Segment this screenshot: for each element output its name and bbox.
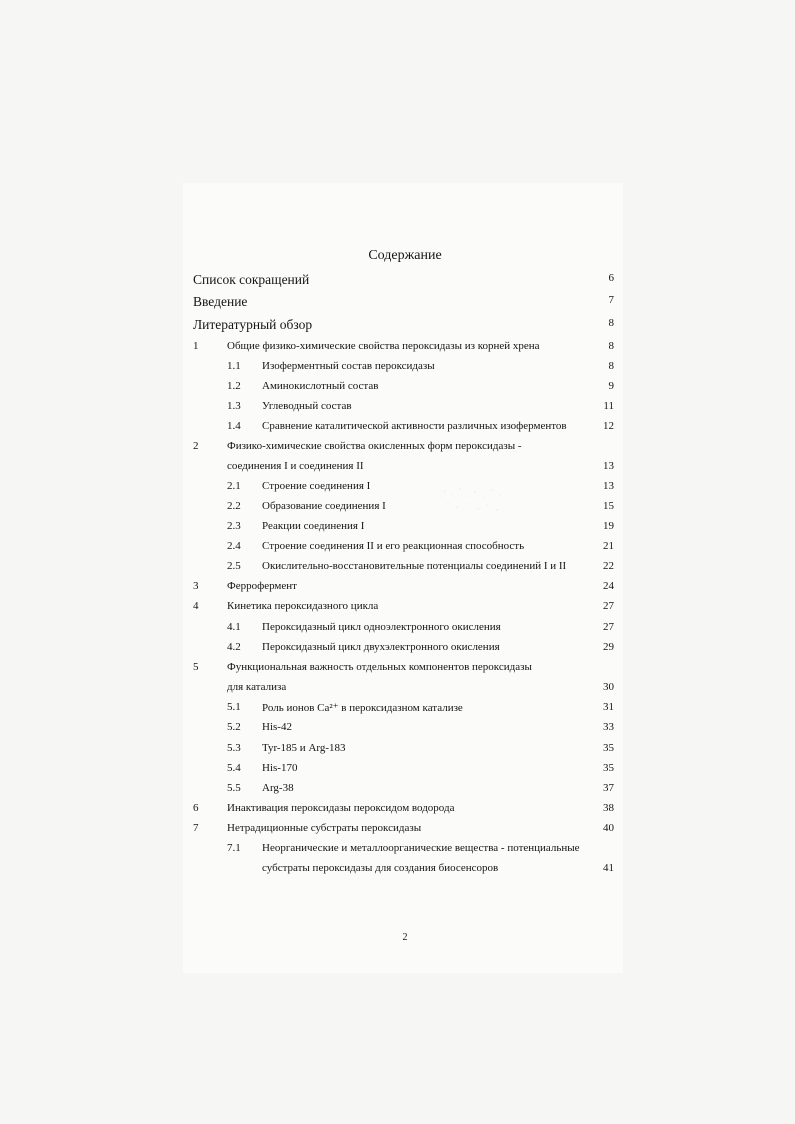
toc-entry-number: 4.2 xyxy=(227,641,241,653)
toc-entry-page: 13 xyxy=(603,480,614,492)
toc-entry-title: Список сокращений xyxy=(193,272,310,287)
toc-entry xyxy=(0,420,795,438)
toc-entry-title: для катализа xyxy=(227,681,287,693)
toc-entry xyxy=(0,440,795,458)
toc-entry-page: 8 xyxy=(608,340,614,352)
toc-entry xyxy=(0,400,795,418)
toc-entry xyxy=(0,802,795,820)
toc-entry xyxy=(0,317,795,335)
toc-entry-title: His-170 xyxy=(262,762,298,774)
toc-entry-page: 22 xyxy=(603,560,614,572)
toc-entry-title: Общие физико-химические свойства пероксидазы из корней хрена xyxy=(227,340,540,352)
toc-entry-title: Функциональная важность отдельных компонентов пероксидазы xyxy=(227,661,532,673)
toc-entry-number: 7.1 xyxy=(227,842,241,854)
toc-entry-page: 15 xyxy=(603,500,614,512)
toc-entry-title: Строение соединения II и его реакционная способность xyxy=(262,540,525,552)
toc-entry-title: Сравнение каталитической активности различных изоферментов xyxy=(262,420,567,432)
toc-entry xyxy=(0,842,795,860)
toc-entry-number: 1.4 xyxy=(227,420,241,432)
toc-entry-number: 2.4 xyxy=(227,540,241,552)
toc-entry-page: 9 xyxy=(608,380,614,392)
toc-entry xyxy=(0,721,795,739)
toc-entry-page: 6 xyxy=(608,272,614,284)
toc-entry-page: 19 xyxy=(603,520,614,532)
toc-entry xyxy=(0,560,795,578)
toc-entry-number: 1.1 xyxy=(227,360,241,372)
toc-entry-number: 5.4 xyxy=(227,762,241,774)
toc-entry-title: Изоферментный состав пероксидазы xyxy=(262,360,435,372)
toc-entry-number: 5 xyxy=(193,661,199,673)
toc-entry-title: субстраты пероксидазы для создания биосенсоров xyxy=(262,862,499,874)
toc-entry-number: 2.5 xyxy=(227,560,241,572)
toc-entry xyxy=(0,762,795,780)
toc-entry xyxy=(0,641,795,659)
toc-entry-page: 21 xyxy=(603,540,614,552)
toc-entry xyxy=(0,272,795,290)
toc-entry-title: Углеводный состав xyxy=(262,400,352,412)
toc-entry-number: 3 xyxy=(193,580,199,592)
toc-entry-title: Неорганические и металлоорганические вещества - потенциальные xyxy=(262,842,580,854)
toc-entry-page: 24 xyxy=(603,580,614,592)
toc-entry-number: 2.3 xyxy=(227,520,241,532)
toc-entry-number: 1.2 xyxy=(227,380,241,392)
toc-entry-number: 1.3 xyxy=(227,400,241,412)
toc-entry-page: 31 xyxy=(603,701,614,713)
toc-entry-title: Образование соединения I xyxy=(262,500,386,512)
toc-entry-title: Физико-химические свойства окисленных форм пероксидазы - xyxy=(227,440,522,452)
toc-entry-title: Строение соединения I xyxy=(262,480,371,492)
toc-entry-title: Роль ионов Ca²⁺ в пероксидазном катализе xyxy=(262,702,463,714)
toc-entry-title: Пероксидазный цикл одноэлектронного окисления xyxy=(262,621,501,633)
toc-entry xyxy=(0,580,795,598)
toc-entry-title: Кинетика пероксидазного цикла xyxy=(227,600,379,612)
toc-entry-page: 11 xyxy=(603,400,614,412)
toc-entry-page: 33 xyxy=(603,721,614,733)
toc-entry-number: 5.5 xyxy=(227,782,241,794)
toc-entry-page: 8 xyxy=(608,360,614,372)
toc-entry xyxy=(0,701,795,719)
toc-entry xyxy=(0,681,795,699)
toc-entry xyxy=(0,540,795,558)
toc-entry-title: Литературный обзор xyxy=(193,317,313,332)
toc-entry xyxy=(0,782,795,800)
toc-entry xyxy=(0,621,795,639)
page-number: 2 xyxy=(402,932,408,943)
toc-entry-title: Пероксидазный цикл двухэлектронного окисления xyxy=(262,641,500,653)
toc-entry-number: 4.1 xyxy=(227,621,241,633)
toc-entry-number: 7 xyxy=(193,822,199,834)
toc-entry-page: 13 xyxy=(603,460,614,472)
toc-entry-title: соединения I и соединения II xyxy=(227,460,364,472)
toc-entry-number: 2.2 xyxy=(227,500,241,512)
toc-entry-title: Инактивация пероксидазы пероксидом водорода xyxy=(227,802,455,814)
toc-entry-number: 5.2 xyxy=(227,721,241,733)
toc-entry-page: 8 xyxy=(608,317,614,329)
toc-entry-page: 40 xyxy=(603,822,614,834)
toc-entry xyxy=(0,380,795,398)
toc-entry xyxy=(0,340,795,358)
toc-entry xyxy=(0,360,795,378)
toc-entry-title: Феррофермент xyxy=(227,580,297,592)
toc-entry-title: Аминокислотный состав xyxy=(262,380,379,392)
toc-entry-page: 27 xyxy=(603,600,614,612)
toc-entry-title: Введение xyxy=(193,294,248,309)
toc-entry-page: 38 xyxy=(603,802,614,814)
toc-entry xyxy=(0,862,795,880)
toc-entry xyxy=(0,460,795,478)
toc-entry-number: 2.1 xyxy=(227,480,241,492)
toc-entry-number: 5.1 xyxy=(227,701,241,713)
toc-entry-page: 35 xyxy=(603,762,614,774)
toc-entry-page: 37 xyxy=(603,782,614,794)
toc-entry-number: 6 xyxy=(193,802,199,814)
toc-entry-page: 12 xyxy=(603,420,614,432)
toc-entry xyxy=(0,661,795,679)
toc-entry-title: Tyr-185 и Arg-183 xyxy=(262,742,346,754)
toc-entry-title: His-42 xyxy=(262,721,292,733)
toc-entry-page: 30 xyxy=(603,681,614,693)
toc-entry-page: 41 xyxy=(603,862,614,874)
toc-entry-page: 27 xyxy=(603,621,614,633)
toc-entry xyxy=(0,600,795,618)
toc-entry-number: 5.3 xyxy=(227,742,241,754)
toc-entry xyxy=(0,500,795,518)
scan-noise xyxy=(440,485,510,515)
toc-entry xyxy=(0,822,795,840)
toc-entry-page: 35 xyxy=(603,742,614,754)
toc-entry-title: Окислительно-восстановительные потенциалы соединений I и II xyxy=(262,560,567,572)
toc-entry xyxy=(0,742,795,760)
toc-entry-title: Arg-38 xyxy=(262,782,294,794)
toc-entry-number: 2 xyxy=(193,440,199,452)
toc-entry-number: 1 xyxy=(193,340,199,352)
page-title: Содержание xyxy=(368,248,442,263)
toc-entry-number: 4 xyxy=(193,600,199,612)
toc-entry-title: Реакции соединения I xyxy=(262,520,365,532)
toc-entry xyxy=(0,520,795,538)
toc-entry xyxy=(0,294,795,312)
toc-entry-title: Нетрадиционные субстраты пероксидазы xyxy=(227,822,422,834)
toc-entry-page: 7 xyxy=(608,294,614,306)
toc-entry xyxy=(0,480,795,498)
toc-entry-page: 29 xyxy=(603,641,614,653)
